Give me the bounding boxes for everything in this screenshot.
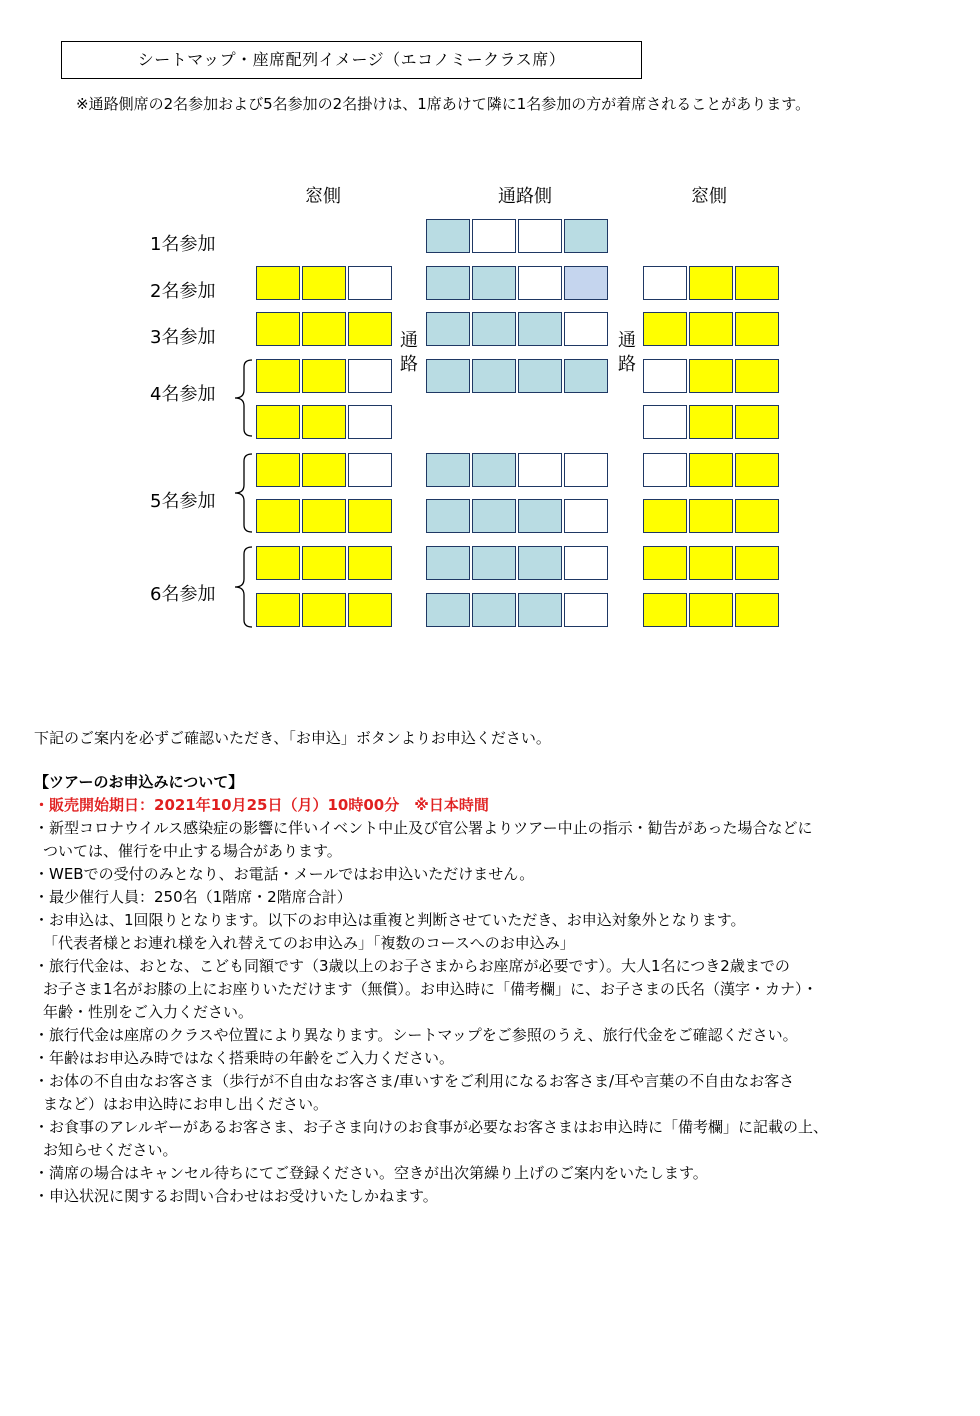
seat-occupied	[302, 266, 346, 300]
seat-empty	[643, 359, 687, 393]
seat-row-2-right	[643, 266, 781, 300]
seat-occupied	[472, 546, 516, 580]
list-item-continued: お子さま1名がお膝の上にお座りいただけます（無償）。お申込時に「備考欄」に、お子さまの氏名（漢字・カナ）・	[43, 980, 818, 998]
seat-row-5a-right	[643, 453, 781, 487]
header-window-right: 窓側	[691, 186, 727, 207]
seat-occupied	[735, 453, 779, 487]
list-item: ・満席の場合はキャンセル待ちにてご登録ください。空きが出次第繰り上げのご案内をいたします。	[34, 1164, 708, 1182]
seat-empty	[472, 219, 516, 253]
seat-empty	[348, 359, 392, 393]
seat-occupied	[689, 312, 733, 346]
seat-occupied	[472, 453, 516, 487]
list-item: ・年齢はお申込み時ではなく搭乗時の年齢をご入力ください。	[34, 1049, 455, 1067]
seat-occupied	[426, 546, 470, 580]
aisle-seat-note: ※通路側席の2名参加および5名参加の2名掛けは、1席あけて隣に1名参加の方が着席されることがあります。	[76, 95, 811, 113]
seat-occupied	[256, 546, 300, 580]
seat-row-4a-left	[256, 359, 394, 393]
seat-occupied	[735, 266, 779, 300]
aisle-marker-left: 通 路	[400, 330, 418, 375]
seat-occupied	[256, 499, 300, 533]
seat-occupied	[426, 593, 470, 627]
intro-text: 下記のご案内を必ずご確認いただき、「お申込」ボタンよりお申込ください。	[34, 729, 551, 747]
header-window-left: 窓側	[305, 186, 341, 207]
seat-row-4a-right	[643, 359, 781, 393]
seat-row-2-left	[256, 266, 394, 300]
seat-occupied	[735, 359, 779, 393]
sale-start-date: ・販売開始期日：2021年10月25日（月）10時00分 ※日本時間	[34, 796, 489, 814]
seat-occupied	[518, 499, 562, 533]
brace-4-persons	[232, 359, 254, 437]
seat-occupied	[302, 359, 346, 393]
seat-occupied	[256, 266, 300, 300]
seat-row-3-right	[643, 312, 781, 346]
seat-empty	[518, 453, 562, 487]
seat-occupied	[256, 593, 300, 627]
seat-occupied	[302, 593, 346, 627]
seat-occupied	[735, 546, 779, 580]
seat-row-4b-right	[643, 405, 781, 439]
seat-row-1-center	[426, 219, 610, 253]
label-1-person: 1名参加	[150, 234, 216, 255]
seat-empty	[564, 593, 608, 627]
label-2-persons: 2名参加	[150, 281, 216, 302]
seat-occupied	[643, 546, 687, 580]
seat-row-5a-left	[256, 453, 394, 487]
seat-occupied	[643, 593, 687, 627]
seat-occupied	[689, 546, 733, 580]
label-5-persons: 5名参加	[150, 491, 216, 512]
list-item-continued: 「代表者様とお連れ様を入れ替えてのお申込み」「複数のコースへのお申込み」	[43, 934, 575, 952]
seat-row-6a-left	[256, 546, 394, 580]
seat-occupied	[735, 405, 779, 439]
seat-occupied	[735, 499, 779, 533]
seat-occupied	[472, 499, 516, 533]
seat-occupied	[689, 405, 733, 439]
seat-occupied	[302, 546, 346, 580]
seat-row-6b-center	[426, 593, 610, 627]
seat-occupied	[302, 405, 346, 439]
seat-row-5b-right	[643, 499, 781, 533]
label-6-persons: 6名参加	[150, 584, 216, 605]
list-item: ・新型コロナウイルス感染症の影響に伴いイベント中止及び官公署よりツアー中止の指示・勧告があった場合などに	[34, 819, 813, 837]
tour-application-section	[34, 771, 954, 1208]
brace-5-persons	[232, 453, 254, 533]
seat-empty	[564, 546, 608, 580]
list-item-continued: 年齢・性別をご入力ください。	[43, 1003, 254, 1021]
seat-occupied	[256, 453, 300, 487]
page-title: シートマップ・座席配列イメージ（エコノミークラス席）	[61, 41, 642, 79]
seat-occupied	[518, 312, 562, 346]
seat-empty	[518, 219, 562, 253]
seat-empty	[564, 499, 608, 533]
seat-occupied	[426, 219, 470, 253]
seat-occupied	[472, 266, 516, 300]
seat-empty	[564, 453, 608, 487]
seat-row-3-left	[256, 312, 394, 346]
seat-empty	[518, 266, 562, 300]
seat-row-6b-left	[256, 593, 394, 627]
seat-empty	[348, 405, 392, 439]
seat-occupied	[426, 453, 470, 487]
aisle-marker-right: 通 路	[618, 330, 636, 375]
seat-row-5b-center	[426, 499, 610, 533]
seat-occupied	[426, 359, 470, 393]
seat-occupied	[302, 453, 346, 487]
label-3-persons: 3名参加	[150, 327, 216, 348]
seat-occupied	[643, 499, 687, 533]
list-item-continued: お知らせください。	[43, 1141, 178, 1159]
seat-empty	[643, 405, 687, 439]
brace-6-persons	[232, 546, 254, 628]
seat-row-2-center	[426, 266, 610, 300]
seat-row-6a-right	[643, 546, 781, 580]
seat-occupied	[426, 312, 470, 346]
seat-occupied	[472, 359, 516, 393]
list-item: ・お申込は、1回限りとなります。以下のお申込は重複と判断させていただき、お申込対象外となります。	[34, 911, 746, 929]
seat-occupied	[256, 405, 300, 439]
seat-empty	[348, 266, 392, 300]
seat-occupied	[348, 546, 392, 580]
seat-row-5b-left	[256, 499, 394, 533]
list-item-continued: ついては、催行を中止する場合があります。	[43, 842, 342, 860]
list-item: ・旅行代金は、おとな、こども同額です（3歳以上のお子さまからお座席が必要です）。大人1名につき2歳までの	[34, 957, 790, 975]
seat-occupied	[348, 312, 392, 346]
seat-empty	[643, 453, 687, 487]
list-item: ・WEBでの受付のみとなり、お電話・メールではお申込いただけません。	[34, 865, 535, 883]
seat-occupied	[689, 499, 733, 533]
list-item: ・旅行代金は座席のクラスや位置により異なります。シートマップをご参照のうえ、旅行代金をご確認ください。	[34, 1026, 798, 1044]
seat-occupied	[564, 359, 608, 393]
seat-occupied	[518, 359, 562, 393]
seat-occupied	[735, 312, 779, 346]
seat-occupied	[348, 593, 392, 627]
list-item: ・お体の不自由なお客さま（歩行が不自由なお客さま/車いすをご利用になるお客さま/耳や言葉の不自由なお客さ	[34, 1072, 795, 1090]
seat-row-3-center	[426, 312, 610, 346]
seat-row-4a-center	[426, 359, 610, 393]
list-item: ・最少催行人員：250名（1階席・2階席合計）	[34, 888, 352, 906]
seat-occupied	[689, 453, 733, 487]
list-item-continued: まなど）はお申込時にお申し出ください。	[43, 1095, 329, 1113]
seat-empty	[643, 266, 687, 300]
seat-occupied	[426, 499, 470, 533]
seat-empty	[348, 453, 392, 487]
seat-occupied	[348, 499, 392, 533]
seat-row-5a-center	[426, 453, 610, 487]
seat-occupied	[426, 266, 470, 300]
list-item: ・申込状況に関するお問い合わせはお受けいたしかねます。	[34, 1187, 438, 1205]
seat-row-6a-center	[426, 546, 610, 580]
header-aisle-center: 通路側	[498, 186, 552, 207]
list-item: ・お食事のアレルギーがあるお客さま、お子さま向けのお食事が必要なお客さまはお申込時に「備考欄」に記載の上、	[34, 1118, 829, 1136]
seat-occupied	[735, 593, 779, 627]
seat-occupied	[302, 312, 346, 346]
seat-occupied	[643, 312, 687, 346]
section-heading: 【ツアーのお申込みについて】	[34, 773, 244, 791]
seat-empty	[564, 312, 608, 346]
seat-occupied	[689, 266, 733, 300]
seat-row-4b-left	[256, 405, 394, 439]
seat-occupied	[472, 312, 516, 346]
seat-occupied	[689, 359, 733, 393]
seat-occupied	[518, 593, 562, 627]
seat-occupied	[256, 312, 300, 346]
seat-occupied	[472, 593, 516, 627]
seat-occupied	[302, 499, 346, 533]
seat-occupied	[518, 546, 562, 580]
seat-occupied	[256, 359, 300, 393]
label-4-persons: 4名参加	[150, 384, 216, 405]
seat-occupied	[689, 593, 733, 627]
seat-occupied	[564, 266, 608, 300]
seat-occupied	[564, 219, 608, 253]
seat-row-6b-right	[643, 593, 781, 627]
